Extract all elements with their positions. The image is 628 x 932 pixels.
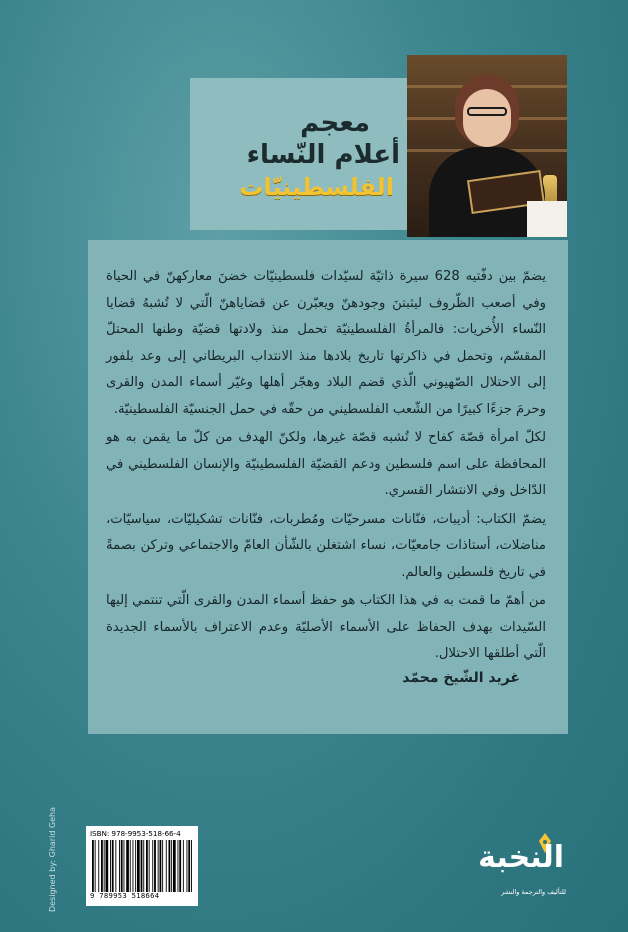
blurb-panel xyxy=(88,240,568,734)
blurb-paragraph-3: يضمّ الكتاب: أديبات، فنّانات مسرحيّات ومُطربات، فنّانات تشكيليّات، سياسيّات، مناضلات، أستاذات جامعيّات، نساء اشتغلن بالشّأن العامّ والاجتماعي وتركن بصمةً في تاريخ فلسطين والعالم. xyxy=(106,511,546,580)
blurb-paragraph-1: يضمّ بين دفّتيه 628 سيرة ذاتيّة لسيّدات فلسطينيّات خضنَ معاركهنّ في الحياة وفي أصعب الظّروف ليثبتنَ وجودهنّ ويعبّرن عن قضاياهنّ الّتي لا تُشبهُ قضايا النّساء الأُخريات: فالمرأةُ الفلسطينيّة تحمل منذ ولادتها قضيّة وطنها المحتلّ المقسّم، وتحمل في ذاكرتها تاريخ بلادها منذ الانتداب البريطاني إلى وعد بلفور إلى الاحتلال الصّهيوني الّذي قضم البلاد وهجّر أهلها وغيّر أسماء المدن والقرى وحرمَ جزءًا كبيرًا من الشّعب الفلسطيني من حقّه في حمل الجنسيّة الفلسطينيّة. xyxy=(106,269,547,417)
book-title-line-3: الفلسطينيّات xyxy=(239,172,394,201)
isbn-text: ISBN: 978-9953-518-66-4 xyxy=(90,829,181,838)
blurb-paragraph-4: من أهمّ ما قمت به في هذا الكتاب هو حفظ أسماء المدن والقرى الّتي تنتمي إليها السّيدات بهدف الحفاظ على الأسماء الأصليّة وعدم الاعتراف بالأسماء الجديدة الّتي أطلقها الاحتلال. xyxy=(106,593,546,661)
author-photo xyxy=(407,55,567,237)
book-title-line-2: أعلام النّساء xyxy=(246,140,400,170)
book-title-line-1: معجم xyxy=(300,107,370,138)
publisher-logo xyxy=(440,832,570,902)
designer-credit: Designed by: Gharid Geha xyxy=(48,806,57,912)
barcode-digits: 9 789953 518664 xyxy=(90,891,160,900)
title-panel xyxy=(190,78,408,230)
barcode-icon xyxy=(90,840,194,892)
barcode-box xyxy=(86,826,198,906)
publisher-tagline: للتأليف والترجمة والنشر xyxy=(501,888,566,896)
author-face xyxy=(463,89,511,147)
author-name: غريد الشّيخ محمّد xyxy=(402,669,520,686)
papers-image xyxy=(527,201,567,237)
glasses-icon xyxy=(467,107,507,116)
blurb-paragraph-2: لكلّ امرأة قصّة كفاح لا تُشبه قصّة غيرها، ولكنّ الهدف من كلّ ما يقمن به هو المحافظة على اسم فلسطين ودعم القضيّة الفلسطينيّة والإنسان الفلسطيني في الدّاخل وفي الانتشار القسري. xyxy=(106,430,546,498)
publisher-name: النخبة xyxy=(478,840,564,875)
